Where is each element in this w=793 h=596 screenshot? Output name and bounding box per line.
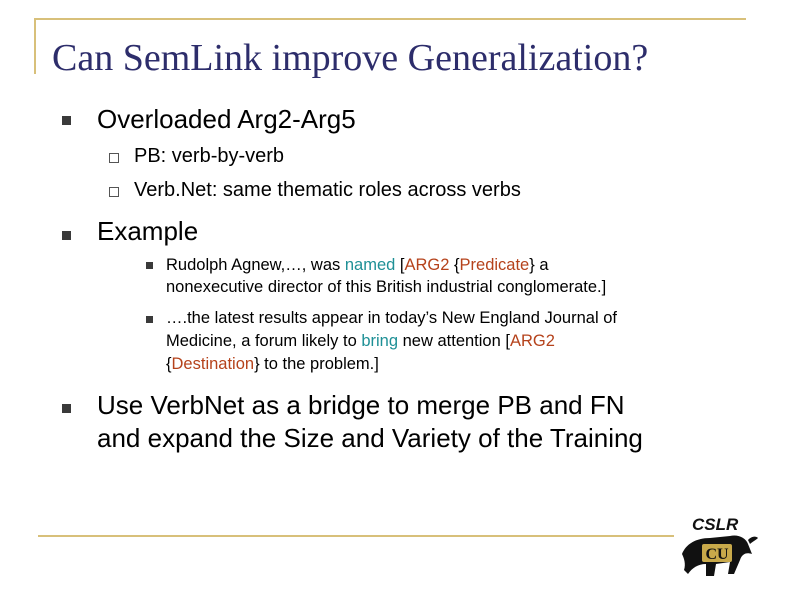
bullet-square-icon — [62, 231, 71, 240]
bullet-square-icon — [146, 316, 153, 323]
role-label: Predicate — [459, 256, 530, 274]
slide-title: Can SemLink improve Generalization? — [52, 37, 649, 79]
logo-cu-letters: CU — [705, 546, 729, 563]
example-2-line-1: ….the latest results appear in today’s New England Journal of — [166, 309, 617, 327]
example-1-line-1 — [166, 254, 549, 276]
subbullet-pb: PB: verb-by-verb — [134, 145, 285, 167]
example-text: { — [166, 355, 172, 373]
example-text: } to the problem.] — [254, 355, 379, 373]
arg-label: ARG2 — [509, 332, 555, 350]
example-2-line-2 — [166, 330, 555, 352]
bullet-verbnet-bridge-line-2: and expand the Size and Variety of the Training — [97, 423, 643, 453]
bullet-square-icon — [62, 116, 71, 125]
verb-highlight: bring — [361, 332, 399, 350]
cu-buffalo-logo-icon — [672, 510, 758, 582]
checkbox-bullet-icon — [109, 187, 119, 197]
left-rule — [34, 18, 36, 74]
role-label: Destination — [171, 355, 255, 373]
example-text: Rudolph Agnew,…, was — [166, 256, 345, 274]
example-text: } a — [529, 256, 549, 274]
verb-highlight: named — [344, 256, 396, 274]
example-text: { — [449, 256, 460, 274]
example-text: [ — [395, 256, 405, 274]
example-2-line-3 — [166, 353, 379, 375]
bullet-square-icon — [62, 404, 71, 413]
example-text: new attention [ — [398, 332, 510, 350]
subbullet-verbnet: Verb.Net: same thematic roles across verbs — [134, 179, 521, 201]
bottom-rule — [38, 535, 674, 537]
bullet-square-icon — [146, 262, 153, 269]
bullet-verbnet-bridge-line-1: Use VerbNet as a bridge to merge PB and FN — [97, 390, 625, 420]
bullet-example: Example — [97, 216, 199, 246]
example-text: Medicine, a forum likely to — [166, 332, 362, 350]
logo-cslr-text: CSLR — [692, 515, 739, 534]
top-rule — [34, 18, 746, 20]
checkbox-bullet-icon — [109, 153, 119, 163]
example-1-line-2: nonexecutive director of this British industrial conglomerate.] — [166, 278, 607, 296]
bullet-overloaded-args: Overloaded Arg2-Arg5 — [97, 104, 356, 134]
arg-label: ARG2 — [404, 256, 450, 274]
